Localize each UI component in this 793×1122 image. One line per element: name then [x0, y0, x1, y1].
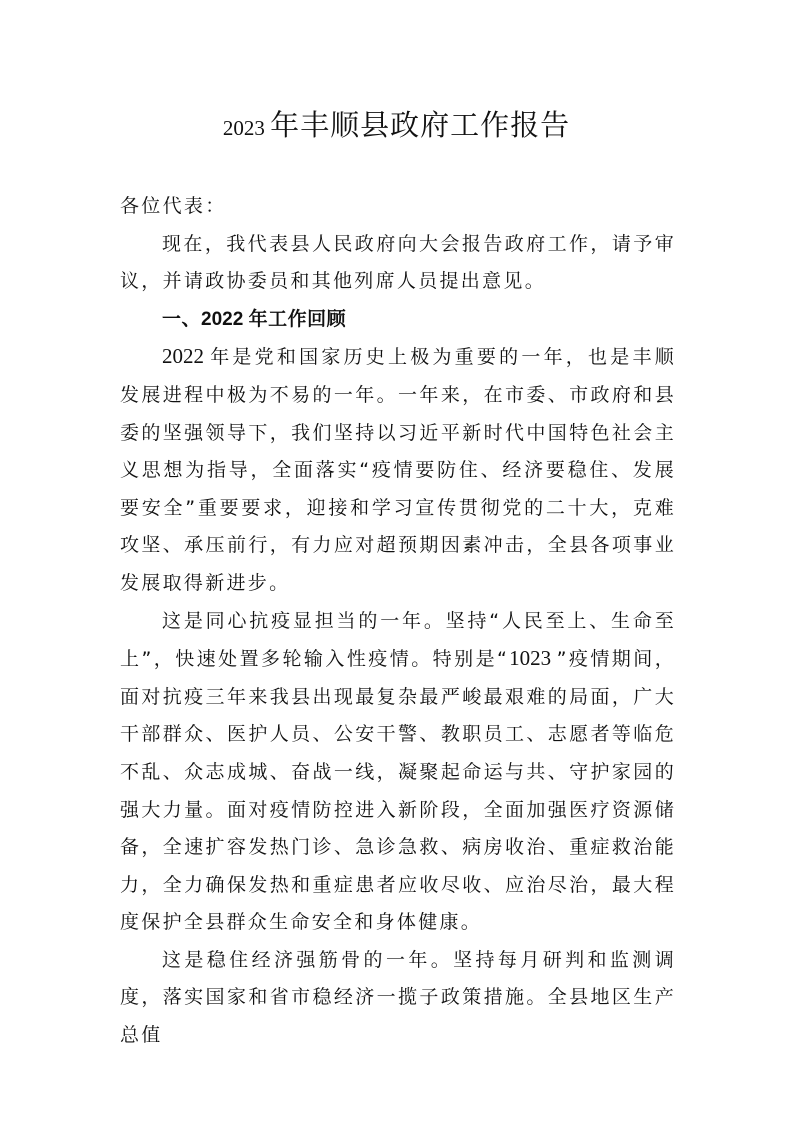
paragraph-intro: 现在，我代表县人民政府向大会报告政府工作，请予审议，并请政协委员和其他列席人员提出意见。 [120, 232, 676, 293]
paragraph-economy: 这是稳住经济强筋骨的一年。坚持每月研判和监测调度，落实国家和省市稳经济一揽子政策措施。全县地区生产总值 [120, 948, 676, 1047]
title-text: 年丰顺县政府工作报告 [270, 110, 571, 142]
paragraph-epidemic: 这是同心抗疫显担当的一年。坚持“人民至上、生命至上”，快速处置多轮输入性疫情。特别是“1023 ”疫情期间，面对抗疫三年来我县出现最复杂最严峻最艰难的局面，广大干部群众、医护人员、公安干警、教职员工、志愿者等临危不乱、众志成城、奋战一线，凝聚起命运与共、守护家园的强大力量。面对疫情防控进入新阶段，全面加强医疗资源储备，全速扩容发热门诊、急诊急救、病房收治、重症救治能力，全力确保发热和重症患者应收尽收、应治尽治，最大程度保护全县群众生命安全和身体健康。 [120, 609, 676, 934]
document-body [120, 188, 676, 1055]
title-year: 2023 [222, 116, 271, 140]
paragraph-review: 2022 年是党和国家历史上极为重要的一年，也是丰顺发展进程中极为不易的一年。一年来，在市委、市政府和县委的坚强领导下，我们坚持以习近平新时代中国特色社会主义思想为指导，全面落实“疫情要防住、经济要稳住、发展要安全”重要要求，迎接和学习宣传贯彻党的二十大，克难攻坚、承压前行，有力应对超预期因素冲击，全县各项事业发展取得新进步。 [120, 344, 677, 594]
document-title [0, 104, 793, 150]
salutation: 各位代表： [120, 195, 227, 217]
section-heading: 一、2022 年工作回顾 [162, 307, 347, 330]
